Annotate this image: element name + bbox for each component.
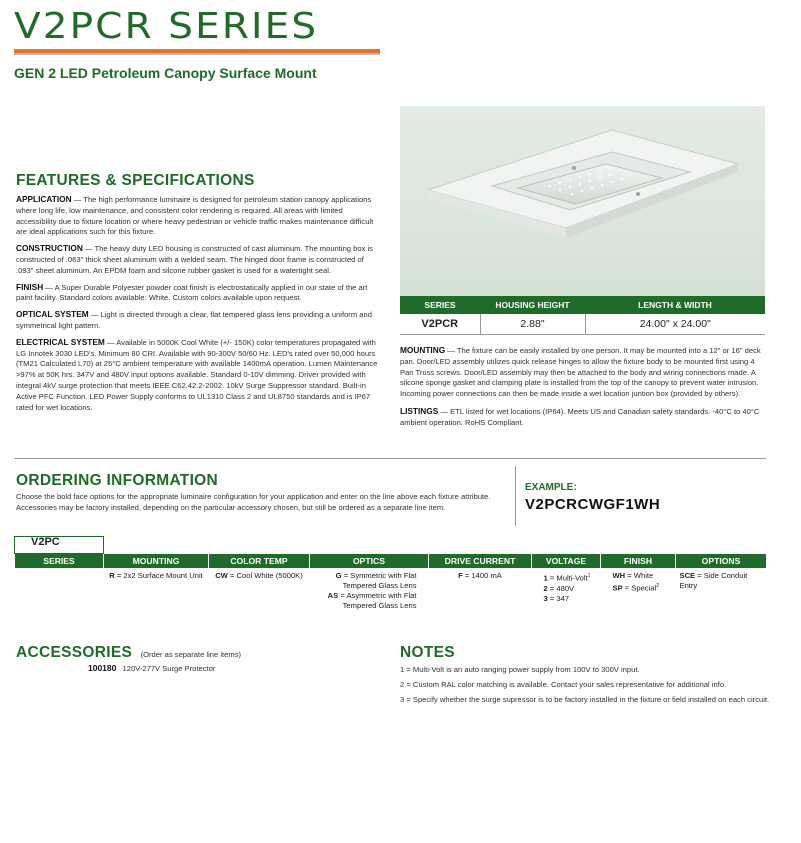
right-text bbox=[400, 345, 765, 429]
product-photo bbox=[400, 106, 765, 296]
feature-optical-system: OPTICAL SYSTEM — Light is directed through a clear, flat tempered glass lens providing a uniform and symmetrical light pattern. bbox=[16, 309, 372, 330]
voltage-option-2: 2 = 480V bbox=[543, 583, 575, 593]
spec-header-length-width: LENGTH & WIDTH bbox=[585, 296, 765, 314]
optics-options bbox=[310, 568, 429, 614]
feature-finish: FINISH — A Super Durable Polyester powder coat finish is electrostatically applied in our state of the art paint facility. Standard colors available: White. Custom colors available upon request. bbox=[16, 281, 368, 303]
voltage-option-3: 3 = 347 bbox=[543, 593, 570, 603]
ordering-heading: ORDERING INFORMATION bbox=[16, 472, 219, 489]
optics-option-as: AS = Asymmetric with Flat bbox=[327, 591, 417, 600]
features-list bbox=[16, 194, 380, 413]
col-optics: OPTICS bbox=[310, 554, 429, 569]
optics-option-as-line2: Tempered Glass Lens bbox=[342, 601, 417, 610]
example-value: V2PCRCWGF1WH bbox=[525, 496, 661, 513]
col-series: SERIES bbox=[15, 554, 104, 569]
series-cell bbox=[15, 568, 104, 614]
listings-paragraph: LISTINGS — ETL listed for wet locations (IP64). Meets US and Canadian safety standards. -40°C to 40°C ambient operation. RoHS Compliant. bbox=[400, 405, 760, 427]
drive-current-option: F = 1400 mA bbox=[458, 571, 502, 580]
page-subtitle: GEN 2 LED Petroleum Canopy Surface Mount bbox=[14, 65, 317, 81]
section-divider bbox=[14, 458, 766, 459]
mounting-option: R = 2x2 Surface Mount Unit bbox=[109, 571, 203, 580]
optics-option-g: G = Symmetric with Flat bbox=[335, 571, 417, 580]
spec-housing-height-value: 2.88" bbox=[480, 314, 585, 335]
spec-table bbox=[400, 296, 765, 335]
notes-heading: NOTES bbox=[400, 644, 455, 661]
ordering-instructions: Choose the bold face options for the appropriate luminaire configuration for your application and enter on the line above each fixture attribute. Accessories may be factory installed, depending on the particular accessory chosen, but still be ordered as a separate line item. bbox=[16, 492, 491, 512]
note-3: 3 = Specify whether the surge supressor is to be factory installed in the fixture or field installed on each circuit. bbox=[400, 695, 770, 704]
col-drive-current: DRIVE CURRENT bbox=[429, 554, 532, 569]
voltage-option-1: 1 = Multi-Volt$^1$ bbox=[543, 573, 591, 583]
accessories-header bbox=[16, 644, 241, 662]
spec-series-value: V2PCR bbox=[400, 314, 480, 335]
feature-electrical-system: ELECTRICAL SYSTEM — Available in 5000K Cool White (+/- 150K) color temperatures propagated with LG Innotek 3030 LED's. Minimum 80 CRI. Available with 90-300V 50/60 Hz. LED's rated over 50,000 hours (TM21 Calculated L70) at 25°C ambient temperature with available 1400mA operation. Lumen Maintenance >97% at 50K hrs. 347V and 480V input options available. Standard 0-10V dimming. Driver provided with integral 4kV surge protection that meets IEEE C62.42.2-2002. 10kV Surge Suppressor standard. Built-in Active PFC Function. LED Power Supply conforms to UL1310 Class 2 and UL8750 standards and is IP67 rated for wet locations. bbox=[16, 336, 378, 412]
finish-option-wh: WH = White bbox=[612, 571, 654, 580]
title-rule-gray bbox=[14, 53, 380, 55]
series-code-cell: V2PC bbox=[15, 537, 104, 554]
ordering-table bbox=[14, 536, 766, 614]
accessories-heading: ACCESSORIES bbox=[16, 644, 133, 661]
note-2: 2 = Custom RAL color matching is available. Contact your sales representative for additional info. bbox=[400, 680, 727, 689]
page-title: V2PCR SERIES bbox=[14, 6, 319, 47]
col-mounting: MOUNTING bbox=[104, 554, 209, 569]
spec-header-series: SERIES bbox=[400, 296, 480, 314]
col-color-temp: COLOR TEMP bbox=[209, 554, 310, 569]
mounting-paragraph: MOUNTING — The fixture can be easily installed by one person. It may be mounted into a 12" or 16" deck pan. Door/LED assembly utilizes quick release hinges to allow the fixture body to be mounted first using 4 Pan Truss screws. Door/LED assembly may then be attached to the body and wiring connections made. A silcone sponge gasket and clamping plate is installed from the top of the canopy to prevent water intrusion. Incoming power connections can then be made inside a wet location juntion box (provided by others). bbox=[400, 345, 761, 399]
fixture-illustration bbox=[400, 106, 765, 296]
accessories-note: (Order as separate line items) bbox=[140, 650, 242, 659]
spec-header-housing-height: HOUSING HEIGHT bbox=[480, 296, 585, 314]
options-option-sce: SCE = Side Conduit Entry bbox=[679, 571, 748, 590]
feature-construction: CONSTRUCTION — The heavy duty LED housing is constructed of cast aluminum. The mounting box is constructed of .063" thick sheet aluminum with a welded seam. The hinged door frame is constructed of .093" sheet aluminum. An EPDM foam and silcone rubber gasket is used for a watertight seal. bbox=[16, 243, 373, 275]
col-options: OPTIONS bbox=[676, 554, 767, 569]
feature-application: APPLICATION — The high performance luminaire is designed for petroleum station canopy applications where long life, low maintenance, and consistent color rendering is required. All areas with limited accessibility due to fixture location or where heavy pedestrian or vehicle traffic makes maintenance difficult are ideal applications such for this fixture. bbox=[16, 194, 374, 237]
accessory-item: 100180 120V-277V Surge Protector bbox=[88, 663, 216, 673]
features-heading: FEATURES & SPECIFICATIONS bbox=[16, 172, 255, 189]
col-voltage: VOLTAGE bbox=[532, 554, 601, 569]
optics-option-g-line2: Tempered Glass Lens bbox=[342, 581, 417, 590]
note-1: 1 = Multi-Volt is an auto ranging power supply from 100V to 300V input. bbox=[400, 665, 640, 674]
color-temp-option: CW = Cool White (5000K) bbox=[215, 571, 303, 580]
spec-length-width-value: 24.00" x 24.00" bbox=[585, 314, 765, 335]
example-label: EXAMPLE: bbox=[525, 482, 577, 493]
voltage-options bbox=[532, 568, 601, 614]
example-divider bbox=[515, 466, 516, 526]
finish-options bbox=[601, 568, 676, 614]
finish-option-sp: SP = Special$^2$ bbox=[612, 583, 659, 593]
col-finish: FINISH bbox=[601, 554, 676, 569]
